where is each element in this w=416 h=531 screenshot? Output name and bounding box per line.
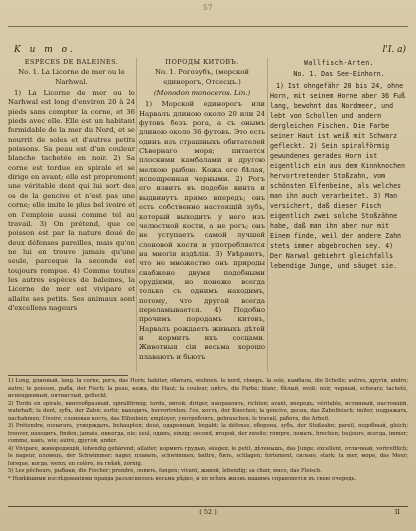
column-divider (136, 58, 137, 372)
signature-mark: II (394, 508, 400, 516)
russian-body: 1) Морской единорогъ или Нарвалъ длиною около 20 или 24 футовъ безъ рога, а съ онымъ длиною около 36 футовъ. Это есть одинъ изъ страшныхъ обитателей Сѣвернаго моря; питается плоскими камбалами и другою мелкою рыбою. Кожа его бѣлая, испещренная черными. 2) Рогъ его извитъ въ подобіе винта и выдвинутъ прямо впередъ; онъ есть собственно настоящій зубъ, который выходитъ у него изъ челюстной кости, а не рогъ; онъ не уступаетъ самой лучшей слоновой кости и употребляется на многія издѣлія. 3) Увѣряютъ, что не множество онъ природы снабжено двумя подобными орудіями, но понеже всегда только съ однимъ находимъ, потому, что другой всегда переламывается. 4) Подобно прочимъ породамъ китовъ, Нарвалъ рождаетъ живыхъ дѣтей и кормитъ ихъ сосцами. Животныя сіи весьма хорошо плаваютъ и бьютъ (139, 100, 265, 361)
footnote: 2) Tordu en spirale, винтообразный, spiralförmig; tordu, витой; diriger, направлять, richten; avant, впередъ; véritable, истинный, настоящій, wahrhaft; la dent, зубъ, der Zahn; sortir, выходить, hervortreten; l'os, кость, der Knochen; la gencive, десна, das Zahnfleisch; imiter, подражать, nachahmen; l'ivoire, слоновая кость, das Elfenbein; employer, употреблять, gebrauchen; le travail, работа, die Arbeit. (8, 400, 408, 422)
running-header-right: l'I. a) (382, 45, 406, 55)
german-body: 1) Ist ohngefähr 20 bis 24, ohne Horn, mit seinem Horne aber 36 Fuß lang, bewohnt das Nordmeer, und lebt von Schollen und andern dergleichen Fischen. Die Farbe seiner Haut ist weiß mit Schwarz gefleckt. 2) Sein spiralförmig gewundenes gerades Horn ist eigentlich ein aus dem Kinnknochen hervortretender Stoßzahn, vom schönsten Elfenbeine, als welches man ihn auch verarbeitet. 3) Man versichert, daß dieser Fisch eigentlich zwei solche Stoßzähne habe, daß man ihn aber nur mit Einem finde, weil der andere Zahn stets immer abgebrochen sey. 4) Der Narwal gebiehrt gleichfalls lebendige Junge, und säuget sie. (270, 82, 405, 270)
french-body: 1) La Licorne de mer ou le Narhwal est long d'environ 20 à 24 pieds sans compter la corne, et 36 pieds avec elle. Elle est un habitant formidable de la mer du Nord, et se nourrit de soles et d'autres petits poissons. Sa peau est d'un couleur blanche tachetée en noir. 2) Sa corne est torduе en spirale et se dirige en avant; elle est proprement une véritable dent qui lui sort des os de la gencive et n'est pas une corne; elle imite le plus bel ivoire et on l'emploie aussi comme tel au travail. 3) On prétend, que ce poisson est par la nature doué de deux défenses pareilles, mais qu'on ne lui en trouve jamais qu'une seule, parceque la seconde est toujours rompue. 4) Comme toutes les autres espèces de baleines, la Licorne de mer est vivipare et allaite ses petits. Ses animaux sont d'excellens nageurs (8, 89, 135, 312)
footnotes (8, 378, 408, 496)
russian-column (139, 58, 265, 362)
german-column (270, 58, 408, 271)
french-heading: ESPÈCES DE BALEINES. (24, 58, 119, 66)
footnote-rule (8, 375, 128, 376)
column-divider (267, 58, 268, 372)
page-number-bottom: ( 52 ) (199, 508, 217, 516)
german-subheading: No. 1. Das See-Einhorn. (293, 70, 385, 78)
footnote: 4) Vivipare, живородящій, lebendig gebärend; allaiter, кормить грудью, säugen; le petit, дѣтенышъ, das Junge; excellent, отличный, vortrefflich; le nageur, пловецъ, der Schwimmer; nager, плавать, schwimmen; battre, бить, schlagen; fortement, сильно, stark; la mer, море, das Meer; lorsque, когда, wenn; en colère, въ гнѣвѣ, zornig. (8, 445, 408, 467)
russian-heading: ПОРОДЫ КИТОВЪ. (165, 58, 239, 66)
running-header-left: K u m o. (14, 45, 76, 55)
russian-latin-name: (Monodon monoceros. Lin.) (153, 89, 251, 98)
footnote: 1) Long, длинный, lang. la corne, рогъ, das Horn; habiter, обитать, wohnen. le nord, сѣверъ. la sole, камбала, die Scholle; autres, другія, andre; autre; le poisson, рыба, der Fisch; la peau, кожа, die Haut; la couleur, цвѣтъ, die Farbe; blanc, бѣлый, weiß; noir, черный, schwarz; tacheté, испещренный, пятнистый, gefleckt. (8, 378, 408, 399)
french-column (8, 58, 135, 313)
page-number-top: 57 (203, 4, 213, 12)
footnote-extra: * Новѣйшими изслѣдованіями правда разъяснилось весьма рѣдко, и по всѣмъ жизнь нашимъ справляется въ свою очередь. (8, 475, 357, 482)
bottom-rule (8, 506, 408, 507)
german-heading: Wallfisch-Arten. (304, 59, 374, 67)
french-subheading: No. 1. La Licorne de mer ou le Narhwal. (18, 68, 125, 86)
footnote: 3) Prétendre, полагать, утверждать, behaupten; doué, одаренный, begabt; la défense, оборона, зубъ, der Stoßzahn; pareil, подобный, gleich; trouver, находить, finden; jamais, никогда, nie; seul, одинъ, einzig; second, второй, der zweite; rompre, ломать, brechen; toujours, всегда, immer; comme, какъ, wie; autre, другой, ander. (8, 423, 408, 444)
russian-subheading: No. 1. Рогозубъ, (морской единорогъ, Отсесцъ.) (155, 68, 249, 86)
top-rule (8, 26, 408, 27)
footnote: 5) Les pêcheurs, рыбаки, die Fischer; prendre, ловить, fangen; vivant, живой, lebendig; sa chair, мясо, das Fleisch. (8, 468, 322, 474)
